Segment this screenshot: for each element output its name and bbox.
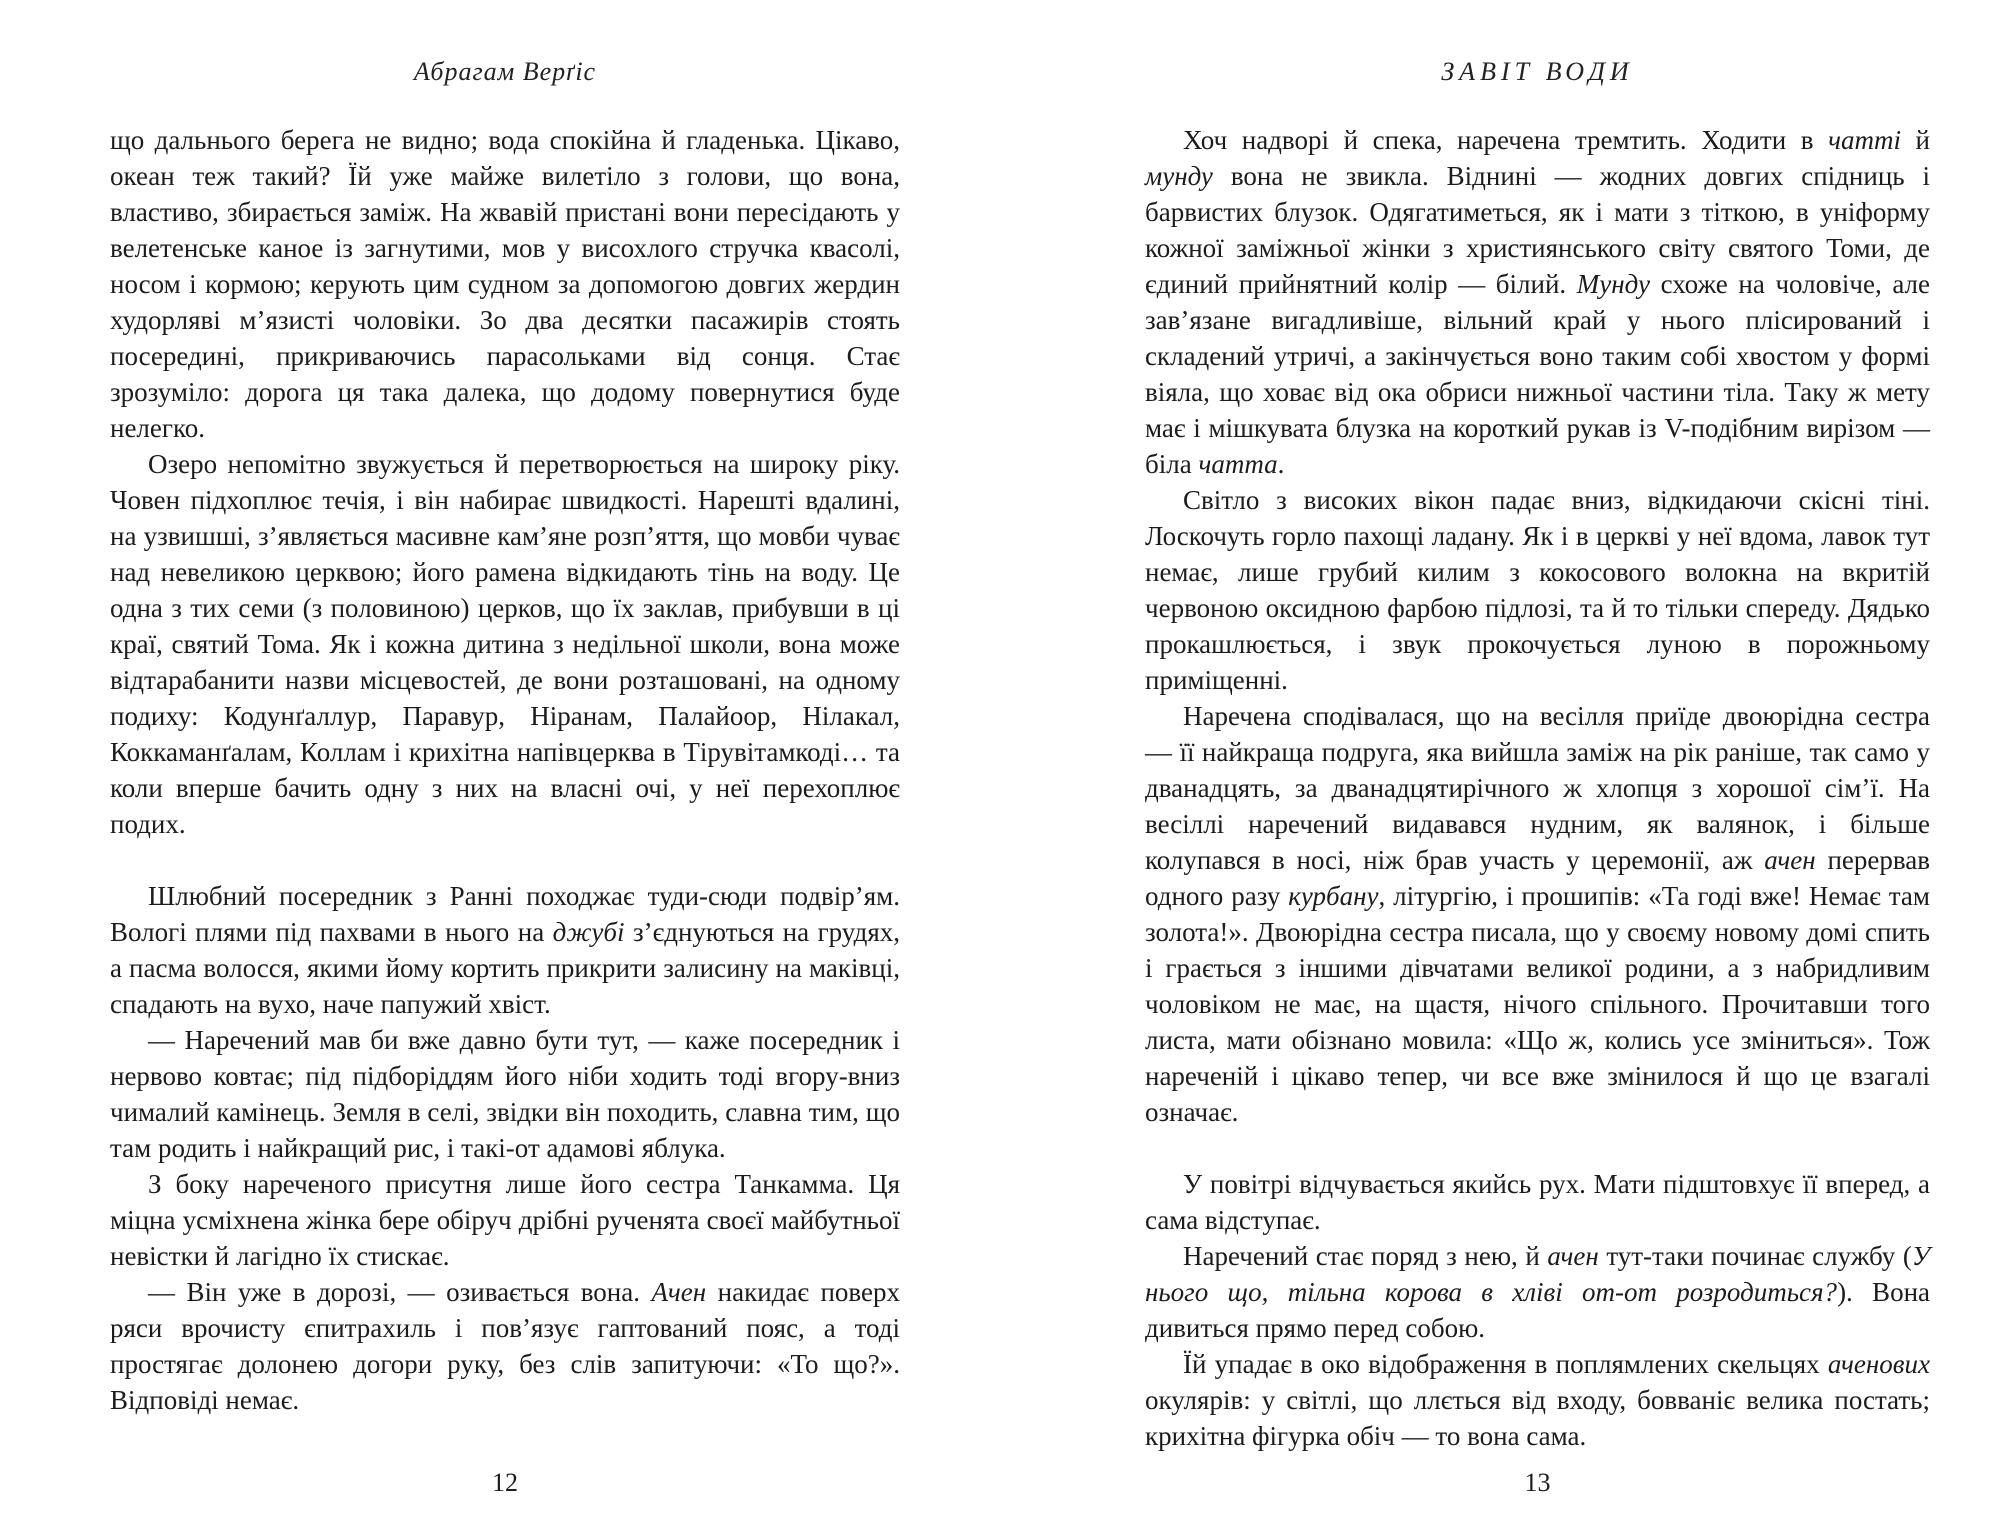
text-run: , літургію, і прошипів: «Та годі вже! Немає там золота!». Двоюрідна сестра писала, що у своєму новому домі спить і грається з іншими дівчатами великої родини, а з набридливим чоловіком не має, на щастя, нічого спільного. Прочитавши того листа, мати обізнано мовила: «Що ж, колись усе зміниться». Тож нареченій і цікаво тепер, чи все вже змінилося й що це взагалі означає. bbox=[1145, 881, 1930, 1127]
paragraph bbox=[110, 122, 900, 446]
text-run: й bbox=[1900, 125, 1930, 155]
italic-text-run: курбану bbox=[1288, 881, 1379, 911]
italic-text-run: чатті bbox=[1828, 125, 1901, 155]
italic-text-run: джубі bbox=[552, 917, 625, 947]
paragraph bbox=[1145, 698, 1930, 1130]
right-text-block bbox=[1145, 122, 1930, 1454]
paragraph bbox=[110, 1166, 900, 1274]
text-run: схоже на чоловіче, але зав’язане вигадливіше, вільний край у нього плісирований і складений утричі, а закінчується воно таким собі хвостом у формі віяла, що ховає від ока обриси нижньої частини тіла. Таку ж мету має і мішкувата блузка на короткий рукав із V-подібним вирізом — біла bbox=[1145, 269, 1930, 479]
italic-text-run: ачен bbox=[1764, 845, 1816, 875]
paragraph bbox=[1145, 482, 1930, 698]
paragraph bbox=[1145, 122, 1930, 482]
italic-text-run: Мунду bbox=[1576, 269, 1650, 299]
italic-text-run: У нього що, тільна корова в хліві от-от розродиться? bbox=[1145, 1241, 1930, 1307]
text-run: Їй упадає в око відображення в поплямлених скельцях bbox=[1183, 1349, 1828, 1379]
text-run: — Він уже в дорозі, — озивається вона. bbox=[148, 1277, 652, 1307]
running-header-author: Абрагам Верґіс bbox=[413, 57, 597, 86]
text-run: з’єднуються на грудях, а пасма волосся, якими йому кортить прикрити залисину на маківці, спадають на вухо, наче папужий хвіст. bbox=[110, 917, 900, 1019]
paragraph bbox=[1145, 1166, 1930, 1238]
right-page-number: 13 bbox=[1524, 1468, 1551, 1497]
text-run: тут-таки починає службу ( bbox=[1598, 1241, 1912, 1271]
text-run: накидає поверх ряси врочисту єпитрахиль і пов’язує гаптований пояс, а тоді простягає долонею догори руку, без слів запитуючи: «То що?». Відповіді немає. bbox=[110, 1277, 900, 1415]
left-page-number: 12 bbox=[492, 1468, 518, 1497]
paragraph bbox=[110, 1274, 900, 1418]
paragraph bbox=[110, 878, 900, 1022]
text-run: Шлюбний посередник з Ранні походжає туди-сюди подвір’ям. Вологі плями під пахвами в нього на bbox=[110, 881, 900, 947]
text-run: Наречений стає поряд з нею, й bbox=[1183, 1241, 1548, 1271]
text-run: що дальнього берега не видно; вода спокійна й гладенька. Цікаво, океан теж такий? Їй уже майже вилетіло з голови, що вона, властиво, збирається заміж. На жвавій пристані вони пересідають у велетенське каное із загнутими, мов у висохлого стручка квасолі, носом і кормою; керують цим судном за допомогою довгих жердин худорляві м’язисті чоловіки. Зо два десятки пасажирів стоять посередині, прикриваючись парасольками від сонця. Стає зрозуміло: дорога ця така далека, що додому повернутися буде нелегко. bbox=[110, 125, 900, 443]
italic-text-run: мунду bbox=[1145, 161, 1213, 191]
text-run: вона не звикла. Віднині — жодних довгих спідниць і барвистих блузок. Одягатиметься, як і мати з тіткою, в уніформу кожної заміжньої жінки з християнського світу святого Томи, де єдиний прийнятний колір — білий. bbox=[1145, 161, 1930, 299]
text-run: Хоч надворі й спека, наречена тремтить. Ходити в bbox=[1183, 125, 1829, 155]
text-run: . bbox=[1277, 449, 1285, 479]
running-header-title: ЗАВІТ ВОДИ bbox=[1441, 57, 1634, 86]
paragraph bbox=[110, 446, 900, 842]
page-right bbox=[1000, 0, 2000, 1530]
text-run: Озеро непомітно звужується й перетворюється на широку ріку. Човен підхоплює течія, і він набирає швидкості. Нарешті вдалині, на узвишші, з’являється масивне кам’яне розп’яття, що мовби чуває над невеликою церквою; його рамена відкидають тінь на воду. Це одна з тих семи (з половиною) церков, що їх заклав, прибувши в ці краї, святий Тома. Як і кожна дитина з недільної школи, вона може відтарабанити назви місцевостей, де вони розташовані, на одному подиху: Кодунґаллур, Паравур, Ніранам, Палайоор, Нілакал, Коккаманґалам, Коллам і крихітна напівцерква в Тірувітамкоді… та коли вперше бачить одну з них на власні очі, у неї перехоплює подих. bbox=[110, 449, 900, 839]
italic-text-run: ачен bbox=[1547, 1241, 1599, 1271]
paragraph bbox=[110, 1022, 900, 1166]
italic-text-run: чатта bbox=[1198, 449, 1278, 479]
text-run: Світло з високих вікон падає вниз, відкидаючи скісні тіні. Лоскочуть горло пахощі ладану. Як і в церкві у неї вдома, лавок тут немає, лише грубий килим з кокосового волокна на вкритій червоною оксидною фарбою підлозі, та й то тільки спереду. Дядько прокашлюється, і звук прокочується луною в порожньому приміщенні. bbox=[1145, 485, 1930, 695]
paragraph bbox=[1145, 1238, 1930, 1346]
text-run: З боку нареченого присутня лише його сестра Танкамма. Ця міцна усміхнена жінка бере обіруч дрібні рученята своєї майбутньої невістки й лагідно їх стискає. bbox=[110, 1169, 900, 1271]
paragraph bbox=[1145, 1346, 1930, 1454]
text-run: ). Вона дивиться прямо перед собою. bbox=[1145, 1277, 1931, 1343]
text-run: перервав одного разу bbox=[1145, 845, 1930, 911]
text-run: Наречена сподівалася, що на весілля приїде двоюрідна сестра — її найкраща подруга, яка вийшла заміж на рік раніше, так само у дванадцять, за дванадцятирічного ж хлопця з хорошої сім’ї. На весіллі наречений видавався нудним, як валянок, і більше колупався в носі, ніж брав участь у церемонії, аж bbox=[1145, 701, 1930, 875]
text-run: — Наречений мав би вже давно бути тут, — каже посередник і нервово ковтає; під підборіддям його ніби ходить тоді вгору-вниз чималий камінець. Земля в селі, звідки він походить, славна тим, що там родить і найкращий рис, і такі-от адамові яблука. bbox=[110, 1025, 900, 1163]
text-run: окулярів: у світлі, що ллється від входу, бовваніє велика постать; крихітна фігурка обіч — то вона сама. bbox=[1145, 1385, 1930, 1451]
left-text-block bbox=[110, 122, 900, 1418]
text-run: У повітрі відчувається якийсь рух. Мати підштовхує її вперед, а сама відступає. bbox=[1145, 1169, 1930, 1235]
italic-text-run: аченових bbox=[1827, 1349, 1930, 1379]
italic-text-run: Ачен bbox=[651, 1277, 707, 1307]
